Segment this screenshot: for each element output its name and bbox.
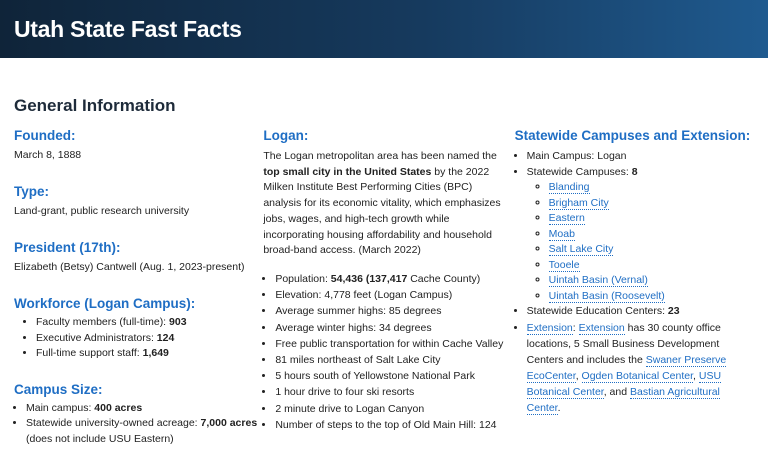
list-item <box>549 196 754 212</box>
list-item <box>549 273 754 289</box>
list-item: • Main Campus: Logan <box>527 149 754 165</box>
fact-columns <box>14 128 754 447</box>
campuses-list <box>515 149 754 416</box>
list-item: • 2 minute drive to Logan Canyon <box>275 401 512 417</box>
logan-para-text: The Logan metropolitan area has been named the <box>263 150 497 162</box>
workforce-heading: Workforce (Logan Campus): <box>14 296 196 311</box>
extension-link-2[interactable]: Extension <box>578 321 625 334</box>
logan-para-text: by the 2022 Milken Institute Best Performing Cities (BPC) analysis for its economic vitality, which emphasizes jobs, wages, and high-tech growth while incorporating housing affordability and household broad-band access. (March 2022) <box>263 165 501 257</box>
list-item: • 1 hour drive to four ski resorts <box>275 384 512 400</box>
list-item <box>26 401 263 417</box>
logan-heading: Logan: <box>263 128 309 143</box>
page-title: Utah State Fast Facts <box>14 15 242 42</box>
list-item: • Average summer highs: 85 degrees <box>275 303 512 319</box>
campus-size-value: 400 acres <box>94 401 143 414</box>
workforce-value: 903 <box>169 316 187 328</box>
bastian-link[interactable]: Bastian Agricultural Center <box>526 385 720 414</box>
column-campuses <box>515 128 754 447</box>
extension-text: : <box>572 321 579 334</box>
workforce-list <box>14 315 263 362</box>
statewide-count: 8 <box>631 165 638 178</box>
swaner-link[interactable]: Swaner Preserve EcoCenter <box>526 353 727 382</box>
campus-link-brigham-city[interactable]: Brigham City <box>548 196 609 209</box>
list-item <box>275 271 512 287</box>
population-tail: Cache County) <box>407 272 481 285</box>
campus-link-eastern[interactable]: Eastern <box>548 212 585 224</box>
list-item <box>36 346 263 362</box>
president-heading: President (17th): <box>14 240 121 255</box>
type-heading: Type: <box>14 184 50 199</box>
campus-link-blanding[interactable]: Blanding <box>548 181 590 193</box>
president-value: Elizabeth (Betsy) Cantwell (Aug. 1, 2023-present) <box>14 261 245 273</box>
list-item: • Free public transportation for within Cache Valley <box>275 336 512 352</box>
campus-link-salt-lake-city[interactable]: Salt Lake City <box>548 243 614 255</box>
usu-botanical-link[interactable]: USU Botanical Center <box>526 369 722 398</box>
logan-para-highlight: top small city in the United States <box>263 165 432 178</box>
centers-count: 23 <box>667 305 680 317</box>
campus-link-tooele[interactable]: Tooele <box>548 258 580 271</box>
workforce-value: 124 <box>156 331 175 344</box>
workforce-label: Executive Administrators: <box>36 331 157 344</box>
extension-text: has 30 county office locations, 5 Small Business Development Centers and includes the <box>526 321 721 366</box>
extension-text: , <box>575 369 582 382</box>
list-item <box>26 416 263 447</box>
list-item <box>549 227 754 243</box>
campus-size-list <box>14 401 263 448</box>
campus-sublist <box>527 180 754 304</box>
workforce-label: Full-time support staff: <box>36 347 143 359</box>
campus-size-value: 7,000 acres <box>200 417 258 429</box>
list-item <box>549 258 754 274</box>
list-item <box>36 331 263 347</box>
list-item <box>527 304 754 320</box>
campus-link-moab[interactable]: Moab <box>548 227 575 240</box>
column-general <box>14 128 263 447</box>
type-value: Land-grant, public research university <box>14 205 190 217</box>
extension-text: , <box>693 369 699 382</box>
campuses-heading: Statewide Campuses and Extension: <box>514 128 751 143</box>
population-value: 54,436 (137,417 <box>330 272 408 285</box>
list-item <box>527 165 754 305</box>
campus-link-uintah-vernal[interactable]: Uintah Basin (Vernal) <box>548 274 648 286</box>
campus-size-heading: Campus Size: <box>14 381 103 397</box>
list-item: • Elevation: 4,778 feet (Logan Campus) <box>275 287 512 303</box>
population-label: Population: <box>275 272 331 285</box>
logan-facts-list <box>263 271 512 433</box>
list-item <box>549 211 754 227</box>
page-banner <box>0 0 768 58</box>
campus-size-note: (does not include USU Eastern) <box>26 432 174 445</box>
list-item <box>549 242 754 258</box>
workforce-value: 1,649 <box>142 347 169 359</box>
list-item: • 5 hours south of Yellowstone National Park <box>275 368 512 384</box>
list-item: • Number of steps to the top of Old Main Hill: 124 <box>275 417 512 433</box>
ogden-botanical-link[interactable]: Ogden Botanical Center <box>581 369 694 382</box>
list-item: • Average winter highs: 34 degrees <box>275 320 512 336</box>
column-logan <box>263 128 512 447</box>
campus-size-label: Main campus: <box>26 401 95 414</box>
campus-size-label: Statewide university-owned acreage: <box>26 417 201 429</box>
list-item <box>549 289 754 305</box>
extension-text: . <box>557 401 561 414</box>
logan-paragraph <box>263 149 512 259</box>
main-content <box>0 96 768 447</box>
list-item: • 81 miles northeast of Salt Lake City <box>275 352 512 368</box>
campus-link-uintah-roosevelt[interactable]: Uintah Basin (Roosevelt) <box>548 289 665 302</box>
founded-value: March 8, 1888 <box>14 149 82 161</box>
list-item <box>527 320 754 416</box>
list-item <box>36 315 263 331</box>
founded-heading: Founded: <box>14 128 76 143</box>
extension-text: , and <box>603 385 630 398</box>
list-item <box>549 180 754 196</box>
extension-link[interactable]: Extension <box>526 321 573 334</box>
workforce-label: Faculty members (full-time): <box>36 316 170 328</box>
statewide-label: Statewide Campuses: <box>526 165 632 178</box>
section-title: General Information <box>14 96 176 115</box>
centers-label: Statewide Education Centers: <box>526 305 668 317</box>
